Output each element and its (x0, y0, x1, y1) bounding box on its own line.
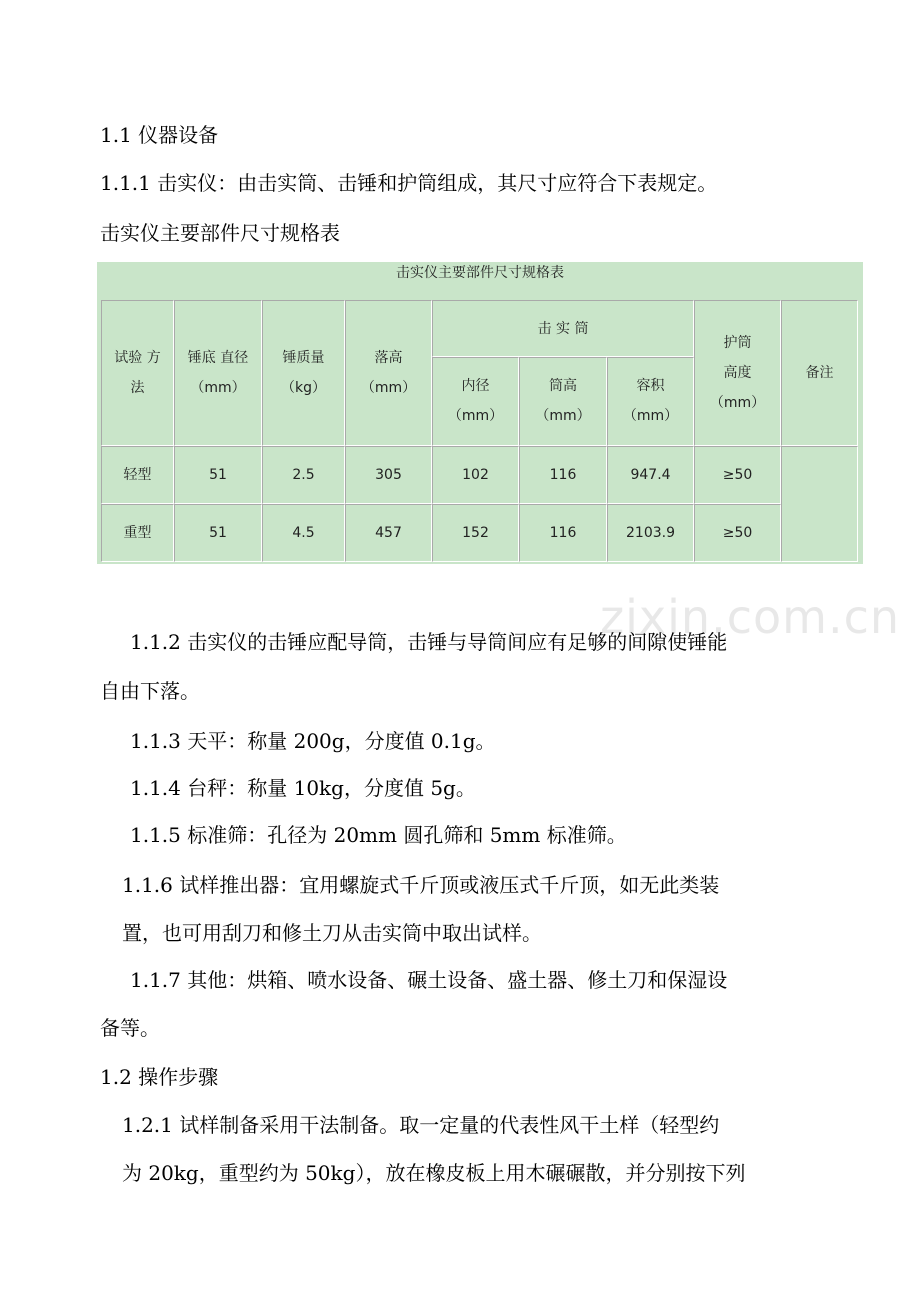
cell-method: 重型 (101, 504, 174, 562)
cell-cylinder-height: 116 (519, 504, 607, 562)
cell-hammer-diameter: 51 (174, 504, 262, 562)
cell-hammer-mass: 2.5 (262, 446, 345, 504)
cell-notes (781, 446, 858, 562)
cell-guard-height: ≥50 (694, 504, 781, 562)
paragraph-1-1-7-line1: 1.1.7 其他：烘箱、喷水设备、碾土设备、盛土器、修土刀和保湿设 (130, 968, 728, 992)
paragraph-1-2-1-line1: 1.2.1 试样制备采用干法制备。取一定量的代表性风干土样（轻型约 (122, 1113, 720, 1137)
cell-drop-height: 305 (345, 446, 432, 504)
table-title: 击实仪主要部件尺寸规格表 (100, 221, 340, 245)
paragraph-1-1-6-line2: 置，也可用刮刀和修土刀从击实筒中取出试样。 (122, 921, 542, 945)
paragraph-1-1-1: 1.1.1 击实仪：由击实筒、击锤和护筒组成，其尺寸应符合下表规定。 (100, 171, 718, 195)
cell-method: 轻型 (101, 446, 174, 504)
header-method: 试验 方 法 (101, 300, 174, 446)
header-hammer-diameter: 锤底 直径 （mm） (174, 300, 262, 446)
header-cylinder-height: 筒高 （mm） (519, 357, 607, 445)
paragraph-1-1-2-line2: 自由下落。 (100, 679, 200, 703)
section-heading-1-1: 1.1 仪器设备 (100, 123, 219, 147)
cell-guard-height: ≥50 (694, 446, 781, 504)
paragraph-1-1-3: 1.1.3 天平：称量 200g，分度值 0.1g。 (130, 729, 496, 753)
header-notes: 备注 (781, 300, 858, 446)
table-caption: 击实仪主要部件尺寸规格表 (396, 265, 564, 281)
cell-cylinder-height: 116 (519, 446, 607, 504)
cell-hammer-mass: 4.5 (262, 504, 345, 562)
paragraph-1-1-5: 1.1.5 标准筛：孔径为 20mm 圆孔筛和 5mm 标准筛。 (130, 823, 627, 847)
cell-inner-diameter: 152 (432, 504, 519, 562)
cell-drop-height: 457 (345, 504, 432, 562)
spec-table (101, 300, 858, 562)
paragraph-1-2-1-line2: 为 20kg，重型约为 50kg），放在橡皮板上用木碾碾散，并分别按下列 (122, 1161, 746, 1185)
table-row (101, 504, 858, 562)
paragraph-1-1-4: 1.1.4 台秤：称量 10kg，分度值 5g。 (130, 776, 476, 800)
header-inner-diameter: 内径 （mm） (432, 357, 519, 445)
paragraph-1-1-6-line1: 1.1.6 试样推出器：宜用螺旋式千斤顶或液压式千斤顶，如无此类装 (122, 873, 720, 897)
spec-table-block (97, 262, 863, 564)
cell-volume: 2103.9 (607, 504, 694, 562)
header-hammer-mass: 锤质量 （kg） (262, 300, 345, 446)
header-volume: 容积 （mm） (607, 357, 694, 445)
paragraph-1-1-7-line2: 备等。 (100, 1016, 160, 1040)
cell-volume: 947.4 (607, 446, 694, 504)
header-drop-height: 落高 （mm） (345, 300, 432, 446)
table-row (101, 446, 858, 504)
section-heading-1-2: 1.2 操作步骤 (100, 1065, 219, 1089)
watermark: zixin.com.cn (600, 590, 901, 644)
paragraph-1-1-2-line1: 1.1.2 击实仪的击锤应配导筒，击锤与导筒间应有足够的间隙使锤能 (130, 630, 728, 654)
cell-hammer-diameter: 51 (174, 446, 262, 504)
header-guard-height: 护筒 高度 （mm） (694, 300, 781, 446)
header-cylinder: 击 实 筒 (432, 300, 694, 357)
cell-inner-diameter: 102 (432, 446, 519, 504)
